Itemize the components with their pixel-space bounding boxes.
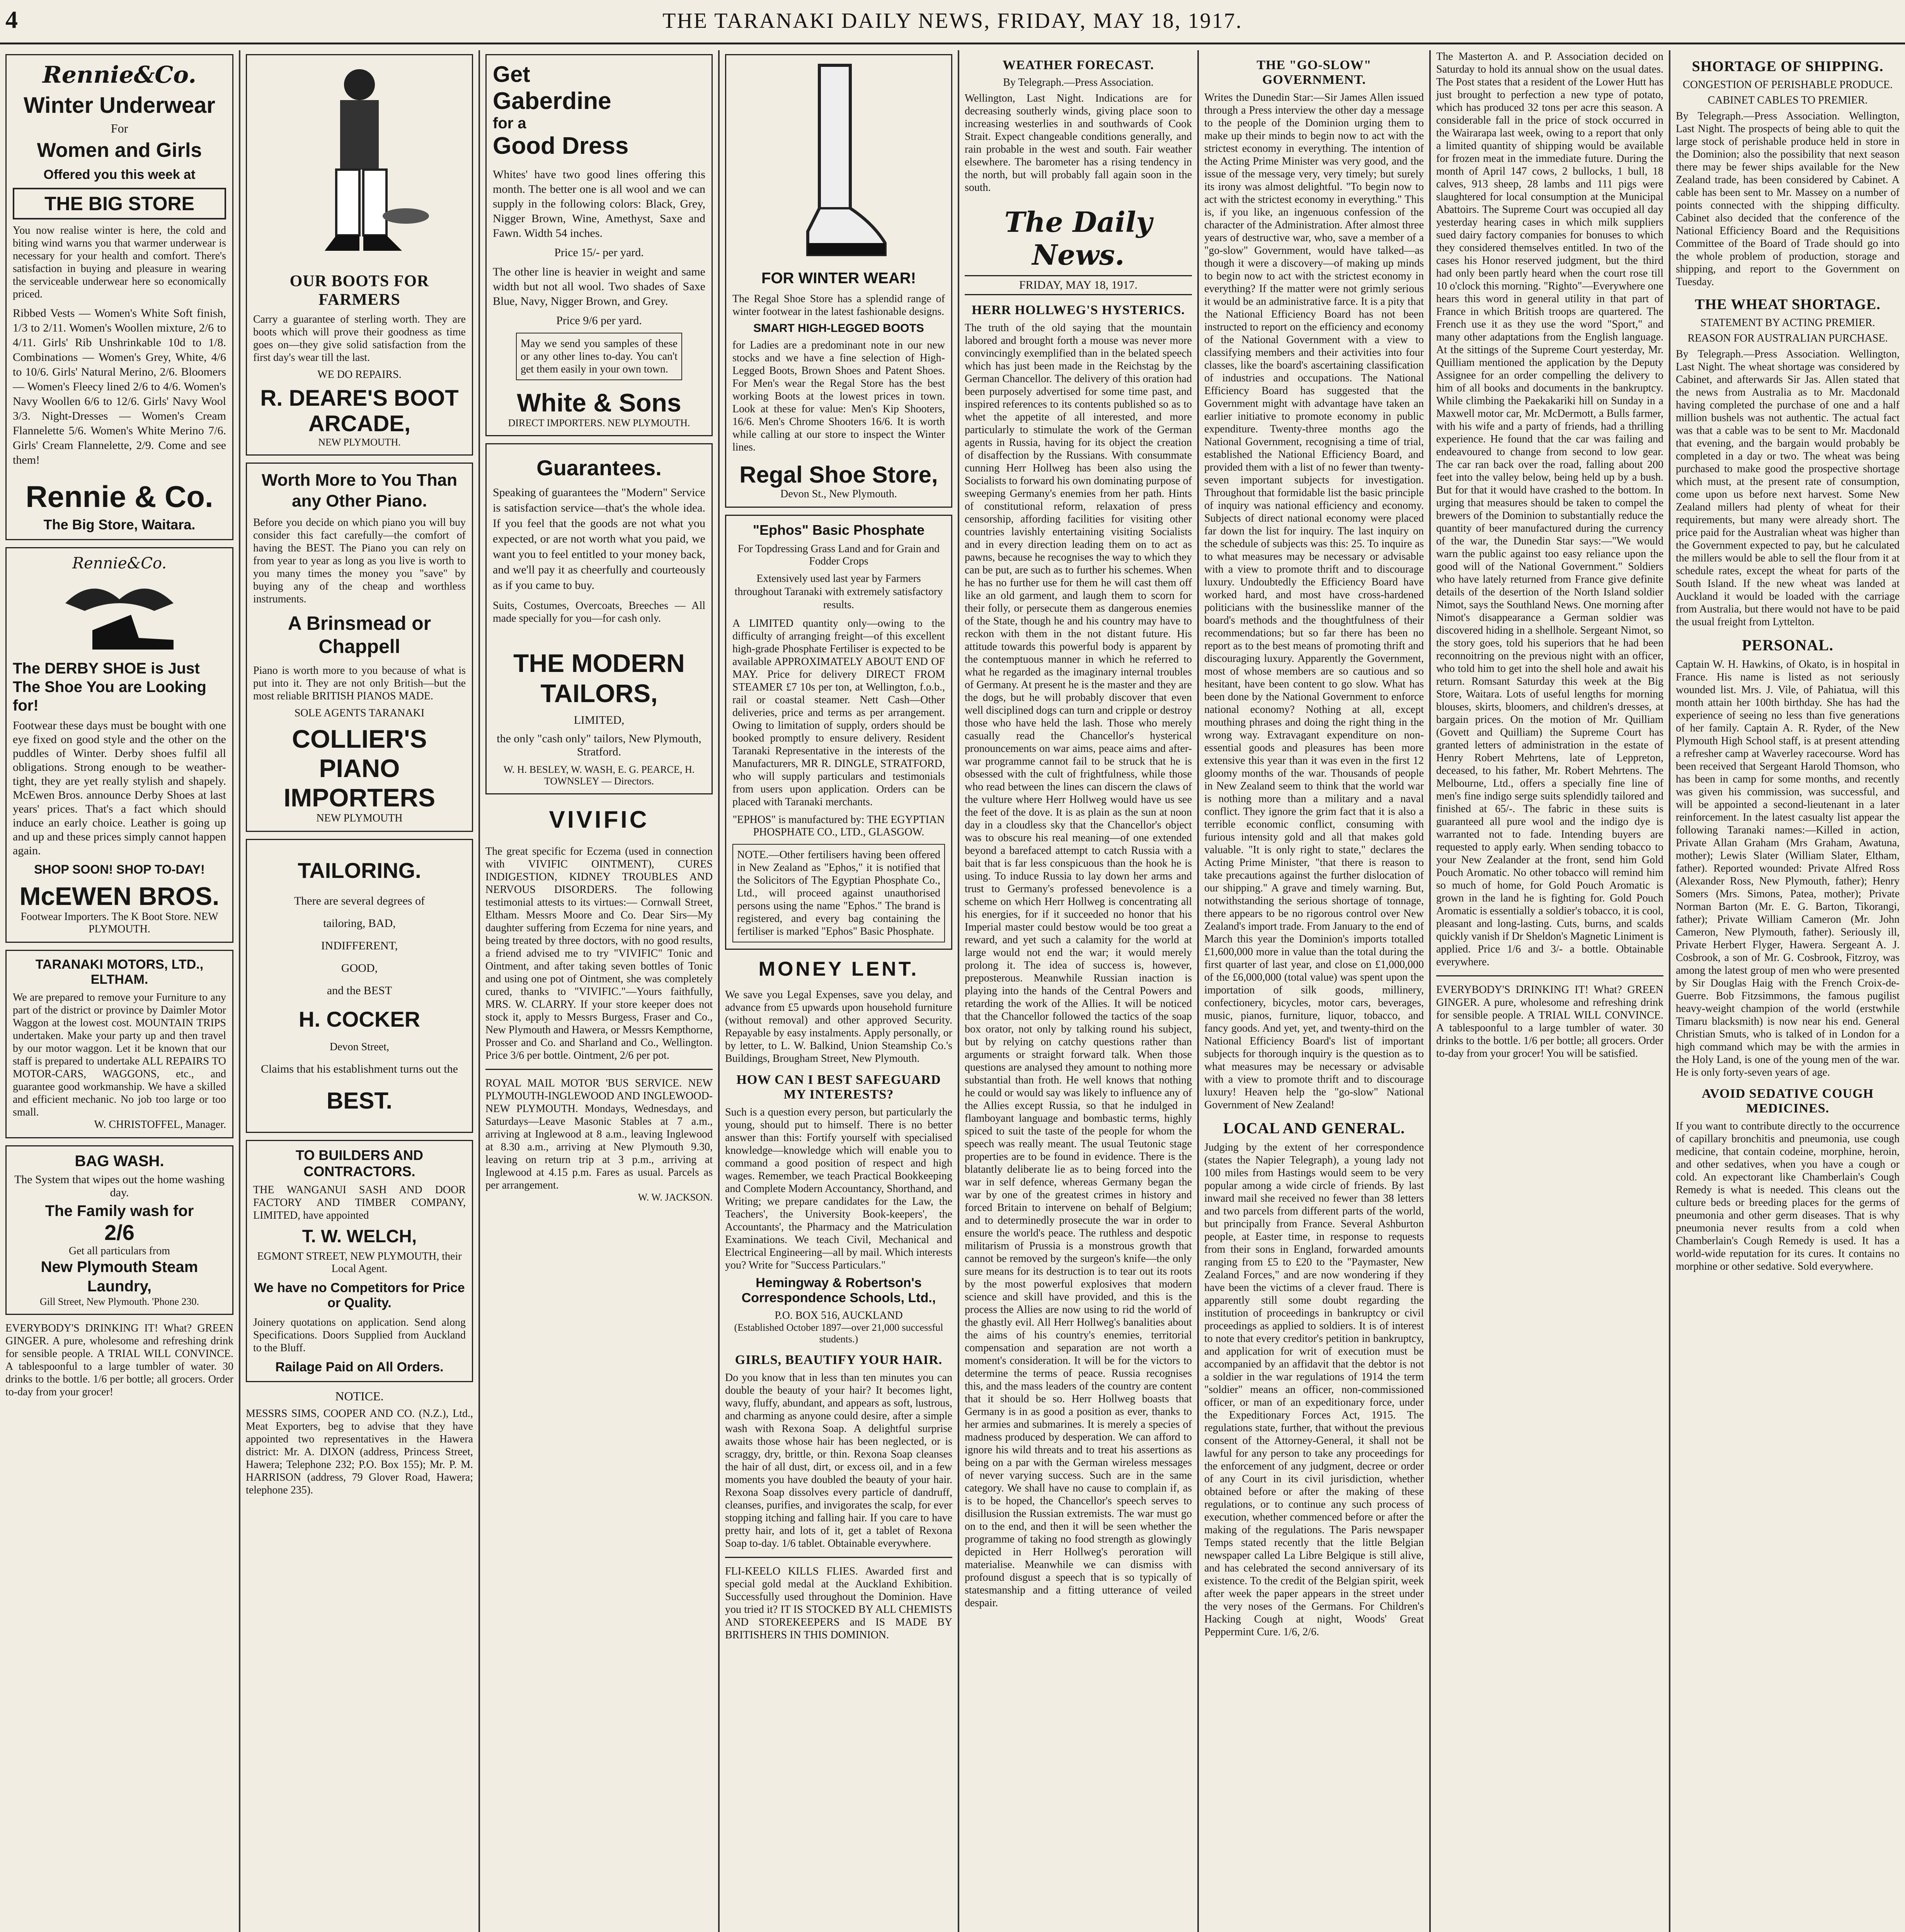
- column-7: [1431, 50, 1669, 1932]
- cocker-tailoring-ad: [246, 839, 473, 1133]
- cough-ad-text: If you want to contribute directly to the occurrence of capillary bronchitis and pneumonia, use cough medicine, that contain codeine, morphine, heroin, and other sedatives, when you have a cough or cold. An expectorant like Chamberlain's Cough Remedy is what is needed. This cleans out the culture beds or breeding places for the germs of pneumonia and other germ diseases. That is why pneumonia never results from a cold when Chamberlain's Cough Remedy is used. It has a world-wide reputation for its cures. It contains no morphine or other sedative. Sold everywhere.: [1676, 1120, 1900, 1272]
- ad-name: THE MODERN TAILORS,: [513, 649, 685, 707]
- hair-ad-title: GIRLS, BEAUTIFY YOUR HAIR.: [735, 1353, 943, 1367]
- ad-line: The System that wipes out the home washing day.: [14, 1173, 225, 1199]
- mcewen-derby-shoe-ad: [5, 547, 233, 943]
- ad-agents: SOLE AGENTS TARANAKI: [294, 707, 425, 719]
- ad-line: and the BEST: [327, 984, 392, 997]
- colliers-piano-ad: [246, 463, 473, 832]
- ad-text: Carry a guarantee of sterling worth. They are boots which will prove their goodness as time goes on—they give solid satisfaction from the first day's wear till the last.: [253, 313, 466, 364]
- ad-title: Winter Underwear: [24, 93, 215, 118]
- ad-text2: Joinery quotations on application. Send along Specifications. Doors Supplied from Auckland to the Bluff.: [253, 1316, 466, 1354]
- deare-boot-arcade-ad: [246, 54, 473, 456]
- ad-title: TO BUILDERS AND CONTRACTORS.: [295, 1147, 423, 1179]
- local-paragraphs: The Masterton A. and P. Association decided on Saturday to hold its annual show on the usual dates. The Post states that a resident of the Lower Hutt has just brought to perfection a new type of potato, which has produced 32 tons per acre this season. A considerable fall in the price of stock occurred in the Wairarapa last week, owing to a report that only a limited quantity of shipping would be available for frozen meat in the immediate future. During the month of April 147 cows, 2 bullocks, 1 bull, 18 calves, 913 sheep, 28 lambs and 111 pigs were slaughtered for local consumption at the Municipal Abattoirs. The Supreme Court was occupied all day yesterday hearing cases in which milk suppliers sued dairy factory companies for bonuses to which they considered themselves entitled. In two of the cases his Honor reserved judgment, but the third had only been partly heard when the court rose till 10 o'clock this morning. "Righto"—Everywhere one hears this word in general utility in that part of France in which British troops are quartered. The French use it as they use the word "Sport," and many other adaptations from the English language. At the sittings of the Supreme Court yesterday, Mr. Quilliam mentioned the application by the Deputy Assignee for an order compelling the delivery to him of all books and documents in the bankruptcy. While climbing the Paekakariki hill on Sunday in a Maxwell motor car, Mr. McDermott, a Bulls farmer, with his wife and a party of friends, had a thrilling experience. He found that the car was failing and endeavoured to change from second to low gear. The car ran back over the road, falling about 200 feet into the valley below, being held up by a bush. But for that it would have crashed to the bottom. In urging that measures should be taken to compel the brewers of the Dominion to substantially reduce the quantity of beer manufactured during the currency of the war, the Dunedin Star says:—"We would warn the public against too easy reliance upon the good will of the National Government." Soldiers who have lately returned from France give definite details of the desertion of the North Island soldier Nimot, says the Southland News. One morning after Nimot's disappearance a German soldier was discovered hiding in a shellhole. Sergeant Nimot, so the story goes, told his superiors that he had been reconnoitring on the previous night with an officer, who told him to get into the shell hole and await his return. Romsant Saturday this week at the Big Store, Waitara. Lots of useful lengths for morning blouses, skirts, bloomers, and children's dresses, at bargain prices. On the motion of Mr. Quilliam (Govett and Quilliam) the Supreme Court has granted letters of administration in the estate of Henry Robert Mehrtens, late of Leppreton, deceased, to his father, Mr. Robert Mehrtens. The Melbourne, Ltd., offers a specially fine line of men's fine indigo serge suits splendidly tailored and finished at 65/-. The fabric in these suits is guaranteed all pure wool and the indigo dye is warranted not to fade. Intending buyers are requested to apply early. When sending tobacco to your New Zealander at the front, send him Gold Pouch Aromatic. No other tobacco will remind him so much of home, for Gold Pouch Aromatic is grown in the land he is fighting for. Gold Pouch Aromatic is essentially a soldier's tobacco, it is cool, pleasant and long-lasting. Cuts, burns, and scalds quickly vanish if Dr Sheldon's Magnetic Liniment is applied. Price 1/6 and 3/- a bottle. Obtainable everywhere.: [1436, 51, 1663, 968]
- ad-line: Get all particulars from: [68, 1245, 170, 1257]
- column-5: [959, 50, 1197, 1932]
- schools-ad-text: Such is a question every person, but particularly the young, should put to himself. There is no better answer than this: Fortify yourself with specialised knowledge—knowledge which will enable you to command a good position of respect and high wages. Remember, we teach Practical Bookkeeping and Complete Modern Accountancy, Shorthand, and Writing; we prepare candidates for the Law, the Teachers', the University Book-keepers', the Accountants', the Pharmacy and the Matriculation Examinations. We teach Civil, Mechanical and Electrical Engineering—all by mail. Which interests you? Write for "Success Particulars.": [725, 1106, 952, 1271]
- ad-signature: W. CHRISTOFFEL, Manager.: [94, 1119, 226, 1131]
- ad-address: NEW PLYMOUTH.: [318, 437, 401, 448]
- ad-line: The Family wash for: [45, 1202, 194, 1219]
- ad-text: Before you decide on which piano you will buy consider this fact carefully—the comfort of having the BEST. The Piano you can rely on from year to year as long as you live is worth to you many times the money you "save" by buying any of the cheap and worthless instruments.: [253, 517, 466, 605]
- ad-title: TARANAKI MOTORS, LTD., ELTHAM.: [35, 957, 204, 987]
- ad-note: NOTE.—Other fertilisers having been offered in New Zealand as "Ephos," it is notified that the Solicitors of The Egyptian Phosphate Co., Ltd., will proceed against unauthorised persons using the name "Ephos." The brand is registered, and every bag containing the fertiliser is marked "Ephos" Basic Phosphate.: [732, 844, 945, 942]
- ad-text: Whites' have two good lines offering this month. The better one is all wool and we can supply in the following colors: Black, Grey, Nigger Brown, Wine, Amethyst, Saxe and Fawn. Width 54 inches.: [493, 168, 705, 240]
- ad-sub: DIRECT IMPORTERS. NEW PLYMOUTH.: [508, 417, 690, 429]
- ad-address: Gill Street, New Plymouth. 'Phone 230.: [39, 1296, 199, 1307]
- ad-text2: the only "cash only" tailors, New Plymouth, Stratford.: [497, 732, 701, 758]
- ad-offer: Offered you this week at: [43, 167, 196, 182]
- newspaper-header-title: THE TARANAKI DAILY NEWS, FRIDAY, MAY 18, 1917.: [662, 9, 1243, 33]
- ad-intro: You now realise winter is here, the cold and biting wind warns you that warmer underwear is necessary for your health and comfort. There's satisfaction in buying and pleasure in wearing the serviceable underwear here so economically priced.: [13, 224, 226, 300]
- personal-title: PERSONAL.: [1742, 636, 1833, 654]
- fli-keelo-ad: FLI-KEELO KILLS FLIES. Awarded first and special gold medal at the Auckland Exhibition. Successfully used throughout the Dominion. Have you tried it? IT IS STOCKED BY ALL CHEMISTS AND STOREKEEPERS and IS MADE BY BRITISHERS IN THIS DOMINION.: [725, 1565, 952, 1641]
- ad-address: Devon Street,: [330, 1041, 389, 1053]
- editorial-title: HERR HOLLWEG'S HYSTERICS.: [972, 303, 1185, 317]
- ad-maker: "EPHOS" is manufactured by: THE EGYPTIAN PHOSPHATE CO., LTD., GLASGOW.: [732, 814, 945, 838]
- ad-text2: for Ladies are a predominant note in our new stocks and we have a fine selection of High-Legged Boots, Brown Shoes and Patent Shoes. For Men's wear the Regal Store has the best working Boots at the lowest prices in town. Look at these for value: Men's Kip Shooters, 16/6. Men's Chrome Shooters 16/6. It is worth while calling at our store to inspect the Winter lines.: [732, 339, 945, 453]
- ad-text: Speaking of guarantees the "Modern" Service is satisfaction service—that's the whole idea. If you feel that the goods are not what you expected, or are not worth what you paid, we want you to feel entitled to your money back, and we'll pay it as cheerfully and courteously as if you came to buy.: [493, 486, 705, 592]
- shipping-subhead-2: CABINET CABLES TO PREMIER.: [1708, 94, 1868, 106]
- bag-wash-ad: [5, 1145, 233, 1315]
- welch-builders-ad: [246, 1140, 473, 1382]
- ad-line: INDIFFERENT,: [321, 939, 398, 952]
- local-general-text: Judging by the extent of her correspondence (states the Napier Telegraph), a young lady not 100 miles from Hastings would seem to be very popular among a wide circle of friends. By last inward mail she received no fewer than 38 letters and two parcels from different parts of the world, but principally from France. Several Ashburton people, at Easter time, in response to requests from their sons in England, forwarded amounts ranging from £5 to £20 to the "Paymaster, New Zealand Forces," and are now wondering if they have been the victims of a clever fraud. There is apparently still some doubt regarding the institution of proceedings in bankruptcy or civil proceedings as applied to soldiers. It is of interest to note that every creditor's petition in bankruptcy, and application for writ of execution must be accompanied by an affidavit that the debtor is not a soldier in the war regulations of 1914 the term "soldier" means an officer, non-commissioned officer, or man of an expeditionary force, under the Expeditionary Forces Act, 1915. The regulations state, further, that without the previous consent of the Attorney-General, it shall not be lawful for any person to take any proceedings for the enforcement of any judgment, decree or order of any Court in its civil jurisdiction, whether obtained before or after the making of these regulations, or to continue any such process of execution, whether commenced before or after the making of the regulations. The Paris newspaper Temps stated recently that the little Belgian newspaper called La Libre Belgique is still alive, and has celebrated the second anniversary of its existence. To the credit of the Belgian spirit, week after week the paper appears in the street under the very noses of the Germans. For Children's Hacking Cough at night, Woods' Great Peppermint Cure. 1/6, 2/6.: [1204, 1141, 1424, 1638]
- ad-line: BAG WASH.: [75, 1153, 164, 1170]
- ad-sub: For Topdressing Grass Land and for Grain and Fodder Crops: [737, 543, 940, 567]
- schools-ad-address: P.O. BOX 516, AUCKLAND: [775, 1310, 903, 1321]
- paper-masthead: The Daily News.: [1004, 206, 1153, 271]
- wheat-subhead: STATEMENT BY ACTING PREMIER.: [1700, 317, 1875, 329]
- motor-bus-signature: W. W. JACKSON.: [638, 1192, 713, 1203]
- taranaki-motors-ad: [5, 950, 233, 1138]
- ad-line: Good Dress: [493, 133, 629, 159]
- ad-text: Extensively used last year by Farmers throughout Taranaki with extremely satisfactory results.: [734, 573, 943, 611]
- schools-ad-title: HOW CAN I BEST SAFEGUARD MY INTERESTS?: [736, 1073, 941, 1102]
- ad-line: Get: [493, 62, 530, 87]
- go-slow-text: Writes the Dunedin Star:—Sir James Allen issued through a Press interview the other day a message to the people of the Dominion urging them to make up their minds to begin now to act with the strictest economy in everything. The intention of the Acting Prime Minister was very good, and the issue of the message very, very timely; but surely its irony was almost delightful. "To begin now to act with the strictest economy in everything." This is, if you like, an ingenuous confession of the character of the Administration. After almost three years of destructive war, who, save a member of a "go-slow" Government, would have talked—as though it were a discovery—of making up minds to begin now to act with the strictest economy in everything? If the matter were not grimly serious it would be an administrative farce. It is a pity that the National Efficiency Board has not been instructed to report on the efficiency and economy of the National Government with a view to classifying members and their activities into four classes, like the board's ascertaining classification of industries and occupations. The National Efficiency Board has suggested that the Government might with advantage have taken an earlier initiative to promote economy in public expenditure. Twenty-three months ago the National Government, recognising a time of trial, established the National Efficiency Board, and provided them with a list of no fewer than twenty-seven important subjects for investigation. Throughout that formidable list the basic principle of inquiry was national efficiency and economy. Subjects of direct national economy were placed far down the list for inquiry. The last inquiry on the schedule of subjects was this: 25. To inquire as to what measures may be necessary or advisable with a view to promote thrift and to discourage luxury. Undoubtedly the Efficiency Board have worked hard, and most have cross-hardened politicians with the businesslike manner of the board's methods and the thoughtfulness of their recommendations; but so far there has been no report as to the best means of promoting thrift and discouraging luxury. Apparently the Government, most of whose members are so cautious and so hesitant, have been content to go slow. What has been done by the National Government to enforce national economy? Nothing at all, except mouthing phrases and doing the right thing in the wrong way. Extravagant expenditure on non-essential goods and pleasures has been more extensive this year than it was even in the first 12 gloomy months of the war. Thousands of people in New Zealand seem to think that the world war is nothing more than a military and a naval conflict. They ignore the grim fact that it is also a terrible economic conflict, consuming with furious intensity gold and all that makes gold valuable. "It is only right to state," declares the Acting Prime Minister, "that there is reason to take precautions against the further dislocation of our shipping." A grave and timely warning. But, notwithstanding the serious shortage of tonnage, there appears to be no rigorous control over New Zealand's import trade. From January to the end of March this year the Dominion's imports totalled £1,600,000 more in value than the total during the first quarter of last year, and close on £1,000,000 of the £6,000,000 (total value) was spent upon the importation of silk goods, millinery, confectionery, bicycles, motor cars, beverages, music, pianos, furniture, liquor, tobacco, and fancy goods. And yet, yet, and twenty-third on the National Efficiency Board's list of important subjects for thorough inquiry is the question as to what measures may be necessary or advisable with a view to promote thrift and to discourage luxury! Heaven help the "go-slow" National Government of New Zealand!: [1204, 92, 1424, 1111]
- ad-line: There are several degrees of: [294, 895, 425, 907]
- column-8: [1670, 50, 1905, 1932]
- personal-text: Captain W. H. Hawkins, of Okato, is in hospital in France. His name is listed as not seriously wounded list. Mrs. J. Vile, of Pahiatua, will this month attain her 100th birthday. She has had the experience of seeing no less than five generations of her family. Captain A. R. Ryder, of the New Plymouth High School staff, is at present attending a refresher camp at Waverley racecourse. Word has been received that Sergeant Harold Thomson, who has been in camp for some months, and recently was given his commission, was successful, and will be appointed a second-lieutenant in a later reinforcement. In the latest casualty list appear the following Taranaki names:—Killed in action, Private Allan Graham (Mrs Graham, Awatuna, mother); Lewis Slater (William Slater, Eltham, father). Reported wounded: Private Alfred Ross (Alexander Ross, New Plymouth, father); Henry Somers (Mrs. Simons, Patea, mother); Private Norman Barton (Mr. E. G. Barton, Tikorangi, father); Private William Cameron (Mr. John Cameron, New Plymouth, father). Seriously ill, Private Herbert Flyger, Hawera. Sergeant A. J. Cosbrook, a son of Mr. G. Cosbrook, Fitzroy, was among the latest group of men who were presented by Sir Douglas Haig with the French Croix-de-Guerre. Bob Fitzsimmons, the famous pugilist heavy-weight champion of the world (erstwhile Timaru blacksmith) is now near his end. General Christian Smuts, who is talked of in London for a high command which may be with the armies in the Holy Land, is one of the young men of the war. He is only forty-seven years of age.: [1676, 658, 1900, 1078]
- wheat-title: THE WHEAT SHORTAGE.: [1695, 296, 1881, 313]
- ad-name: White & Sons: [517, 388, 681, 417]
- masthead-bar: [0, 0, 1905, 44]
- modern-tailors-ad: [485, 443, 713, 794]
- seated-man-illustration: [253, 61, 466, 264]
- ad-footer-sub: The Big Store, Waitara.: [43, 517, 196, 532]
- column-6: [1199, 50, 1429, 1932]
- ad-address: EGMONT STREET, NEW PLYMOUTH, their Local Agent.: [257, 1250, 462, 1275]
- ad-footer-name: Rennie & Co.: [26, 480, 213, 514]
- ad-name: Regal Shoe Store,: [739, 462, 938, 488]
- ad-text2: The other line is heavier in weight and same width but not all wool. Two shades of Saxe Blue, Navy, Nigger Brown, and Grey.: [493, 265, 705, 308]
- wheat-text: By Telegraph.—Press Association. Wellington, Last Night. The wheat shortage was considered by Cabinet, and afterwards Sir Jas. Allen stated that the news from Australia as to Mr. Macdonald having completed the purchase of one and a half million bushels was not authentic. The actual fact was that a cable was to be sent to Mr. Macdonald that evening, and the bargain would probably be completed in a day or two. The wheat was being purchased to make good the prospective shortage which must, at the present rate of consumption, come upon us before next harvest. Some New Zealand millers had plenty of wheat for their requirements, but many were already short. The price paid for the Australian wheat was higher than the Government expected to pay, but he calculated the millers would be able to sell the flour from it at schedule rates, except the wheat for parts of the South Island. If the new wheat was landed at Auckland it would be loaded with the carriage from Australia, but there would not have to be paid the usual freight from Lyttelton.: [1676, 348, 1900, 628]
- ad-text: The Regal Shoe Store has a splendid range of winter footwear in the latest fashionable designs.: [732, 293, 945, 318]
- ad-title: The DERBY SHOE is Just The Shoe You are Looking for!: [13, 660, 206, 714]
- column-4: [720, 50, 958, 1932]
- ad-shop: SHOP SOON! SHOP TO-DAY!: [34, 862, 205, 876]
- ad-price: Price 9/6 per yard.: [556, 314, 642, 327]
- ad-repair: WE DO REPAIRS.: [317, 369, 402, 381]
- ad-title: Guarantees.: [536, 456, 662, 480]
- cough-ad-title: AVOID SEDATIVE COUGH MEDICINES.: [1701, 1087, 1874, 1116]
- ad-items: Ribbed Vests — Women's White Soft finish, 1/3 to 2/11. Women's Woollen mixture, 2/6 to 4/11. Girls' Rib Unshrinkable 10d to 1/8. Combinations — Women's Grey, White, 4/6 to 10/6. Girls' Natural Merino, 2/6. Bloomers — Women's Fleecy lined 2/6 to 4/6. Women's Navy Woollen 6/6 to 12/6. Girls' Navy Wool 3/3. Night-Dresses — Women's Cream Flannelette 5/6. Women's White Merino 7/6. Girls' Cream Flannelette, 2/9. Come and see them!: [13, 307, 226, 466]
- page-number: 4: [5, 6, 18, 33]
- divider: [725, 1557, 952, 1558]
- ad-name: H. COCKER: [298, 1007, 420, 1031]
- shipping-text: By Telegraph.—Press Association. Wellington, Last Night. The prospects of being able to quit the large stock of perishable produce held in store in the Dominion; also the possibility that next season there may be fewer ships available for the New Zealand trade, has been considered by Cabinet. A cable has been sent to Mr. Massey on a number of points connected with the shipping difficulty. Cabinet also decided that the conference of the National Efficiency Board and the Requisitions Committee of the Board of Trade should go into the whole problem of production, storage and shipping, and report to the Government on Tuesday.: [1676, 110, 1900, 288]
- weather-title: WEATHER FORECAST.: [1003, 58, 1154, 72]
- money-lent-title: MONEY LENT.: [758, 958, 919, 980]
- rennie-logo: Rennie&Co.: [42, 61, 197, 88]
- ad-price: Price 15/- per yard.: [554, 246, 644, 259]
- rennie-underwear-ad: [5, 54, 233, 540]
- ad-items: Suits, Costumes, Overcoats, Breeches — All made specially for you—for cash only.: [493, 600, 705, 624]
- ad-title: Worth More to You Than any Other Piano.: [262, 471, 457, 510]
- ad-address: Devon St., New Plymouth.: [780, 488, 897, 500]
- shipping-title: SHORTAGE OF SHIPPING.: [1692, 58, 1884, 75]
- ad-text: Footwear these days must be bought with one eye fixed on good style and the other on the puddles of Winter. Derby shoes fulfil all obligations. Strong enough to be weather-tight, they are yet really stylish and shapely. McEwen Bros. announce Derby Shoes at last years' prices. That's a fact which should induce an early choice. Leather is going up and up and these prices simply cannot happen again.: [13, 719, 226, 857]
- motor-bus-notice: ROYAL MAIL MOTOR 'BUS SERVICE. NEW PLYMOUTH-INGLEWOOD AND INGLEWOOD-NEW PLYMOUTH. Mondays, Wednesdays, and Saturdays—Leave Masonic Stables at 7 a.m., arriving at Inglewood at 8 a.m., leaving Inglewood at 8.30 a.m., arriving at New Plymouth 9.30, leaving on return trip at 3 p.m., arriving at Inglewood at 4.15 p.m. Fares as usual. Parcels as per arrangement.: [485, 1077, 713, 1191]
- ad-ltd: LIMITED,: [574, 714, 625, 726]
- ad-address: NEW PLYMOUTH: [316, 812, 403, 824]
- ad-text2: A LIMITED quantity only—owing to the difficulty of arranging freight—of this excellent high-grade Phosphate Fertiliser is expected to be available APPROXIMATELY ABOUT END OF MAY. Price for delivery DIRECT FROM STEAMER £7 10s per ton, at Wellington, f.o.b., rail or coastal steamer. Nett Cash—Other deliveries, price and terms as per arrangement. Owing to limitation of supply, orders should be booked promptly to ensure delivery. Resident Taranaki Representative in the interests of the Manufacturers, MR R. DINGLE, STRATFORD, who will supply particulars and testimonials from users upon application. Orders can be placed with Taranaki merchants.: [732, 617, 945, 808]
- weather-text: Wellington, Last Night. Indications are for decreasing southerly winds, giving place soon to increasing westerlies in and southwards of Cook Strait. Expect changeable conditions generally, and rain probable in the west and south. Fair weather elsewhere. The barometer has a rising tendency in the north, but will probably fall again soon in the south.: [965, 92, 1192, 194]
- ad-title: "Ephos" Basic Phosphate: [752, 522, 925, 538]
- green-ginger-ad: EVERYBODY'S DRINKING IT! What? GREEN GINGER. A pure, wholesome and refreshing drink for sensible people. A TRIAL WILL CONVINCE. A tablespoonful to a large tumbler of water. 30 drinks to the bottle. 1/6 per bottle; all grocers. Order to-day from your grocer! You will be satisfied.: [1436, 984, 1663, 1060]
- notice-title: NOTICE.: [335, 1389, 384, 1403]
- divider: [485, 1069, 713, 1070]
- ad-price: 2/6: [104, 1220, 134, 1245]
- ad-for: For: [111, 121, 128, 135]
- ad-name: COLLIER'S PIANO IMPORTERS: [283, 724, 436, 812]
- store-banner: THE BIG STORE: [13, 188, 226, 219]
- green-ginger-ad: EVERYBODY'S DRINKING IT! What? GREEN GINGER. A pure, wholesome and refreshing drink for sensible people. A TRIAL WILL CONVINCE. A tablespoonful to a large tumbler of water. 30 drinks to the bottle. 1/6 per bottle; all grocers. Order to-day from your grocer!: [5, 1322, 233, 1398]
- ad-text: We are prepared to remove your Furniture to any part of the district or province by Daimler Motor Waggon at the lowest cost. MOUNTAIN TRIPS undertaken. Make your party up and then travel by our motor waggon. Let it be known that our staff is prepared to undertake ALL REPAIRS TO MOTOR-CARS, WAGGONS, etc., and guarantee good workmanship. We have a skilled and efficient mechanic. No job too large or too small.: [13, 992, 226, 1118]
- divider: [1436, 975, 1663, 976]
- ad-rail: Railage Paid on All Orders.: [275, 1360, 444, 1374]
- vivific-title: VIVIFIC: [549, 806, 649, 833]
- vivific-text: The great specific for Eczema (used in connection with VIVIFIC OINTMENT), CURES INDIGESTION, KIDNEY TROUBLES AND NERVOUS DISORDERS. The following testimonial attests to its virtues:— Cornwall Street, Eltham. Messrs Moore and Co. Dear Sirs—My daughter suffering from Eczema for nine years, and being treated by three doctors, with no good results, a friend advised me to try "VIVIFIC" Tonic and Ointment, and after taking seven bottles of Tonic and using one pot of Ointment, she was completely cured, thanks to "VIVIFIC."—Yours faithfully, MRS. W. CLARRY. If your store keeper does not stock it, apply to Messrs Burgess, Fraser and Co., New Plymouth and Hawera, or Messrs Kempthorne, Prosser and Co. and Sharland and Co., Wellington. Price 3/6 per bottle. Ointment, 2/6 per pot.: [485, 845, 713, 1061]
- ad-claim: Claims that his establishment turns out the: [261, 1063, 458, 1075]
- local-general-title: LOCAL AND GENERAL.: [1223, 1119, 1405, 1137]
- ad-title: OUR BOOTS FOR FARMERS: [289, 272, 429, 309]
- ad-samples: May we send you samples of these or any other lines to-day. You can't get them easily in your own town.: [516, 333, 682, 380]
- rennie-logo-small: Rennie&Co.: [72, 554, 167, 572]
- ad-text2: Piano is worth more to you because of what is put into it. They are not only British—but the most reliable BRITISH PIANOS MADE.: [253, 665, 466, 702]
- column-2: [240, 50, 478, 1932]
- regal-shoe-store-ad: [725, 54, 952, 508]
- ad-name: T. W. WELCH,: [302, 1226, 417, 1246]
- hair-ad-text: Do you know that in less than ten minutes you can double the beauty of your hair? It becomes light, wavy, fluffy, abundant, and appears as soft, lustrous, and charming as anyone could desire, after a simple wash with Rexona Soap. A delightful surprise awaits those whose hair has been neglected, or is scraggy, dry, brittle, or thin. Rexona Soap cleanses the hair of all dust, dirt, or excess oil, and in a few moments you have doubled the beauty of your hair. Rexona Soap dissolves every particle of dandruff, cleanses, purifies, and invigorates the scalp, for ever stopping itching and falling hair. If you care to have pretty hair, and lots of it, get a tablet of Rexona Soap to-day. 1/6 tablet. Obtainable everywhere.: [725, 1372, 952, 1549]
- editorial-date: FRIDAY, MAY 18, 1917.: [965, 275, 1192, 295]
- editorial-text: The truth of the old saying that the mountain labored and brought forth a mouse was never more convincingly exemplified than in the belated speech which has just been made in the Reichstag by the German Chancellor. The delivery of this oration had been purposely advertised for some time past, and inspired references to its contents published so as to whet the appetite of all interested, and more particularly to stimulate the work of the German agents in Russia, having for its object the creation of disaffection by the Russians. With consummate cunning Herr Hollweg has been also using the Socialists to forward his own dominating purpose of sweeping Germany's enemies from her path. Hints of constitutional reform, relaxation of press censorship, affording facilities for visiting other countries lavishly entertaining visiting Socialists and in every direction leading them on to act as pawns, because he recognises the way to which they can be put, are such as to further his schemes. When he has no further use for them he will cast them off like an old garment, and laugh them to scorn for their folly, or persecute them as dangerous enemies of the State, though he and his country may have to reckon with them in the not distant future. His attitude towards this powerful body is apparent by the contemptuous manner in which he referred to what he regarded as the imaginary internal troubles of Germany. At present he is the master and they are the dogs, but he will probably discover that even well disciplined dogs can turn and cripple or destroy those who have held the lash. Those who merely casually read the Chancellor's hysterical pronouncements on war aims, peace aims and after-war programme cannot fail to be struck that he is obsessed with the cult of frightfulness, while those who read between the lines can discern the claws of the vulture where Herr Hollweg would have us see the feet of the dove. It is as plain as the sun at noon day in a cloudless sky that the Chancellor's object was to obscure his real meaning—of one extended beyond a barefaced attempt to catch Russia with a bait that is far less conspicuous than the hook he is using. To induce Russia to lay down her arms and trust to Germany's professed benevolence is a scheme on which Herr Hollweg is concentrating all his energies, for if it succeeded no honor that his Imperial master could bestow would be too great a reward, and yet such a calamity for the world at large would not end the war; it would merely prolong it. The idea of success is, however, preposterous. Meanwhile Russian inaction is playing into the hands of the Central Powers and retarding the work of the Allies. It will be noticed that the Chancellor followed the tactics of the soap box orator, not only by talking round his subject, but by relying on catchy questions rather than arguments or straight forward talk. When those questions are analysed they amount to nothing more substantial than froth. He well knows that nothing he could or would say was likely to influence any of the Allies except Russia, so that he indulged in flamboyant language and bombastic terms, highly spiced to suit the taste of the people for whom the speech was really meant. The usual Teutonic stage properties are to be found in evidence. There is the blatantly deliberate lie as to being forced into the war in self defence, whereas Germany began the war by one of the greatest crimes in history and forced Britain to intervene on behalf of Belgium; and to determinedly prosecute the war in order to ensure the world's peace. The ruthless and despotic militarism of Prussia is a monstrous growth that cannot be removed by the surgeon's knife—the only sure means for its destruction is to tear out its roots by the most powerful explosives that modern science and skill have provided, and this is the process the Allies are now using to rid the world of the ghastly evil. All Herr Hollweg's banalities about the aims of his country's enemies, territorial compensation and separation are not worth a moment's consideration. It will be for the victors to determine the terms of peace. Russia recognises this, and the mass leaders of the country are content that it should be so. Herr Hollweg boasts that Germany is in as good a position as ever, thanks to her armies and submarines. It is merely a species of madness produced by desperation. We can afford to ignore his wild threats and to treat his assertions as being on a par with the German wireless messages of never varying success. Such are in the same category. We shall have no cause to complain if, as is to be hoped, the Chancellor's speech serves to disillusion the Russian extremists. The war must go on to the end, and then it will be seen whether the programme of taking no food strength as glowingly depicted in Herr Hollweg's peroration will materialise. Meanwhile we can dismiss with profound disgust a speech that is so typically of statesmanship and a fitting utterance of veiled despair.: [965, 322, 1192, 1609]
- ad-line: Gaberdine: [493, 88, 611, 114]
- ad-make: A Brinsmead or Chappell: [288, 612, 431, 657]
- ad-text: THE WANGANUI SASH AND DOOR FACTORY AND TIMBER COMPANY, LIMITED, have appointed: [253, 1184, 466, 1221]
- ad-subtitle: Women and Girls: [37, 139, 202, 162]
- money-lent-text: We save you Legal Expenses, save you delay, and advance from £5 upwards upon household furniture (without removal) and other approved Security. Repayable by easy instalments. Apply personally, or by letter, to L. W. Balkind, Union Steamship Co.'s Buildings, Brougham Street, New Plymouth.: [725, 989, 952, 1065]
- column-1: [0, 50, 239, 1932]
- ad-directors: W. H. BESLEY, W. WASH, E. G. PEARCE, H. TOWNSLEY — Directors.: [503, 764, 695, 787]
- ad-line: tailoring, BAD,: [323, 917, 396, 930]
- ephos-phosphate-ad: [725, 515, 952, 950]
- go-slow-title: THE "GO-SLOW" GOVERNMENT.: [1256, 58, 1372, 87]
- winged-shoe-icon: [13, 572, 226, 659]
- ad-title: TAILORING.: [298, 858, 421, 883]
- ad-name: R. DEARE'S BOOT ARCADE,: [260, 386, 459, 436]
- ad-comp: We have no Competitors for Price or Quality.: [254, 1281, 465, 1310]
- schools-ad-name: Hemingway & Robertson's Correspondence Schools, Ltd.,: [741, 1276, 936, 1305]
- ad-name: New Plymouth Steam Laundry,: [41, 1259, 198, 1295]
- column-3: [480, 50, 718, 1932]
- white-sons-gaberdine-ad: [485, 54, 713, 436]
- ad-address: Footwear Importers. The K Boot Store. NEW PLYMOUTH.: [20, 911, 218, 935]
- lace-boot-illustration: [732, 61, 945, 264]
- ad-boots: SMART HIGH-LEGGED BOOTS: [753, 322, 924, 335]
- ad-best: BEST.: [326, 1088, 393, 1114]
- wheat-subhead-2: REASON FOR AUSTRALIAN PURCHASE.: [1687, 332, 1888, 344]
- weather-byline: By Telegraph.—Press Association.: [1003, 77, 1154, 88]
- ad-name: McEWEN BROS.: [19, 882, 220, 910]
- schools-ad-est: (Established October 1897—over 21,000 successful students.): [734, 1322, 943, 1345]
- shipping-subhead: CONGESTION OF PERISHABLE PRODUCE.: [1683, 79, 1893, 91]
- notice-text: MESSRS SIMS, COOPER AND CO. (N.Z.), Ltd., Meat Exporters, beg to advise that they have appointed two representatives in the Hawera district: Mr. A. DIXON (address, Princess Street, Hawera; Telephone 232; P.O. Box 155); Mr. P. M. HARRISON (address, 79 Glover Road, Hawera; telephone 235).: [246, 1408, 473, 1496]
- ad-line: GOOD,: [341, 962, 378, 975]
- ad-title: FOR WINTER WEAR!: [761, 270, 916, 287]
- ad-line: for a: [493, 115, 526, 132]
